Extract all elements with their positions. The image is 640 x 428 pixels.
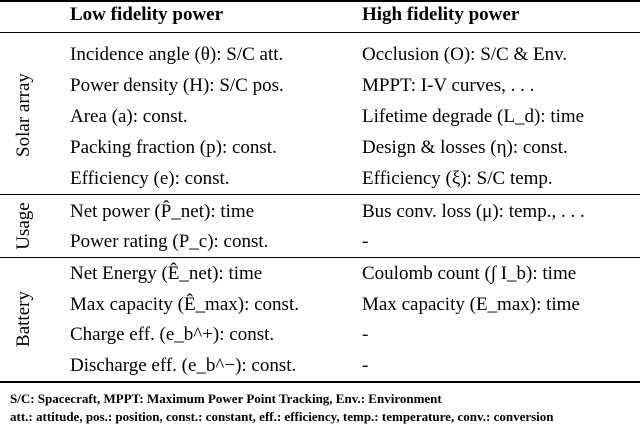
- header-high-fidelity: High fidelity power: [362, 4, 520, 25]
- group-label-usage: Usage: [13, 202, 34, 250]
- low-cell-efficiency: Efficiency (e): const.: [70, 168, 230, 189]
- high-cell-charge-eff-empty: -: [362, 324, 369, 345]
- low-cell-power-rating: Power rating (P_c): const.: [70, 231, 269, 252]
- high-cell-efficiency: Efficiency (ξ): S/C temp.: [362, 168, 553, 189]
- high-cell-design-losses: Design & losses (η): const.: [362, 137, 568, 158]
- low-cell-charge-eff: Charge eff. (e_b^+): const.: [70, 324, 275, 345]
- footnote-abbreviations-1: S/C: Spacecraft, MPPT: Maximum Power Point Tracking, Env.: Environment: [10, 391, 442, 406]
- high-cell-bus-conv-loss: Bus conv. loss (μ): temp., . . .: [362, 201, 585, 222]
- high-cell-coulomb-count: Coulomb count (∫ I_b): time: [362, 263, 577, 284]
- top-rule: [0, 0, 640, 2]
- high-cell-mppt: MPPT: I-V curves, . . .: [362, 75, 535, 96]
- high-cell-occlusion: Occlusion (O): S/C & Env.: [362, 44, 568, 65]
- high-cell-max-capacity: Max capacity (E_max): time: [362, 294, 580, 315]
- group-label-battery: Battery: [13, 291, 34, 347]
- group-solar-array: [12, 38, 36, 192]
- high-cell-discharge-eff-empty: -: [362, 355, 369, 376]
- low-cell-power-density: Power density (H): S/C pos.: [70, 75, 284, 96]
- high-cell-lifetime-degrade: Lifetime degrade (L_d): time: [362, 106, 585, 127]
- low-cell-discharge-eff: Discharge eff. (e_b^−): const.: [70, 355, 297, 376]
- low-cell-incidence-angle: Incidence angle (θ): S/C att.: [70, 44, 284, 65]
- low-cell-area: Area (a): const.: [70, 106, 188, 127]
- low-cell-packing-fraction: Packing fraction (p): const.: [70, 137, 277, 158]
- header-rule: [0, 32, 640, 33]
- footnote-abbreviations-2: att.: attitude, pos.: position, const.: constant, eff.: efficiency, temp.: temperature, conv.: conversion: [10, 409, 554, 424]
- low-cell-max-capacity: Max capacity (Ê_max): const.: [70, 294, 299, 315]
- header-low-fidelity: Low fidelity power: [70, 4, 224, 25]
- group-battery: [12, 260, 36, 378]
- group-rule-usage: [0, 194, 640, 195]
- group-label-solar: Solar array: [13, 73, 34, 157]
- high-cell-power-rating-empty: -: [362, 231, 369, 252]
- group-rule-battery: [0, 257, 640, 258]
- bottom-rule: [0, 381, 640, 383]
- group-usage: [12, 197, 36, 255]
- low-cell-net-energy: Net Energy (Ê_net): time: [70, 263, 263, 284]
- low-cell-net-power: Net power (P̂_net): time: [70, 201, 255, 222]
